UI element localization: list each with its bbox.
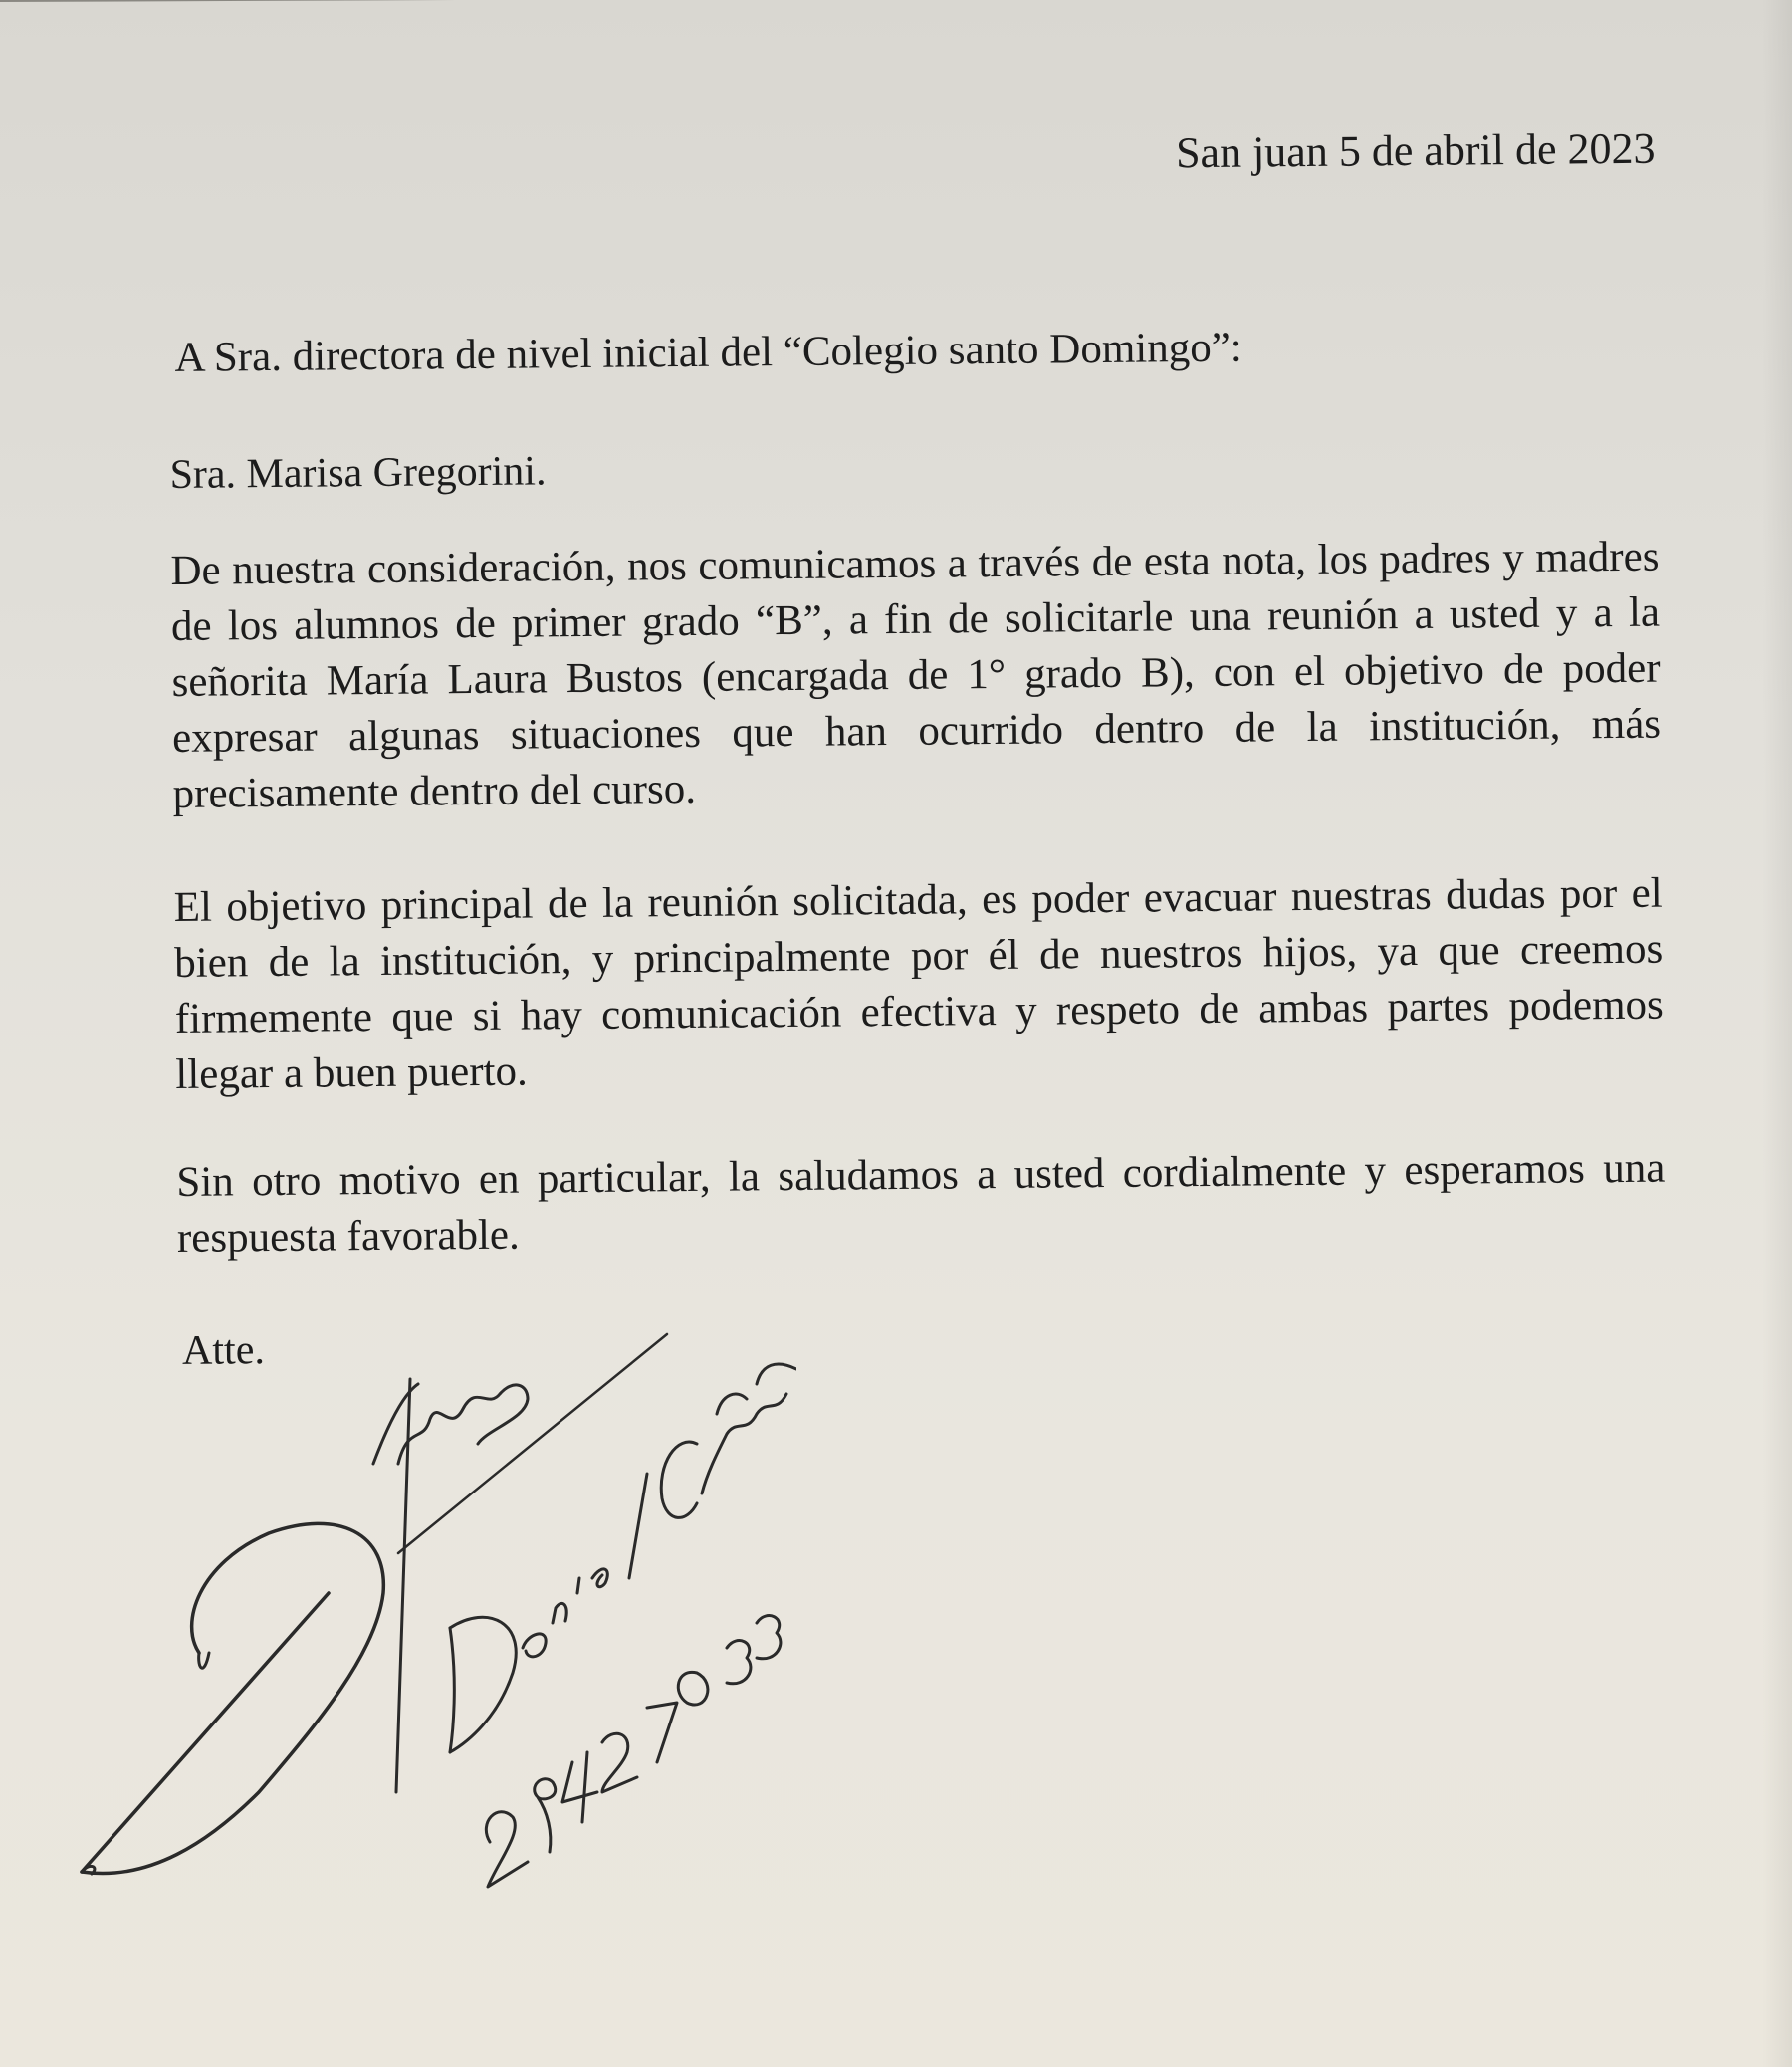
paragraph-objective: El objetivo principal de la reunión solicitada, es poder evacuar nuestras dudas por el bien de la institución, y principalmente por él de nuestros hijos, ya que creemos firmemente que si hay comunicación efectiva y respeto de ambas partes podemos llegar a buen puerto. [173,869,1664,1098]
paragraph-farewell: Sin otro motivo en particular, la saludamos a usted cordialmente y esperamos una respuesta favorable. [176,1144,1666,1262]
page-shadow [1762,0,1792,2067]
handwritten-signature [60,1324,796,1902]
recipient-name: Sra. Marisa Gregorini. [169,448,547,498]
paper-edge [0,0,1792,16]
letter-addressee: A Sra. directora de nivel inicial del “Colegio santo Domingo”: [174,324,1242,381]
paragraph-request: De nuestra consideración, nos comunicamos a través de esta nota, los padres y madres de los alumnos de primer grado “B”, a fin de solicitarle una reunión a usted y a la señorita María Laura Bustos (encargada de 1° grado B), con el objetivo de poder expresar algunas situaciones que han ocurrido dentro de la institución, más precisamente dentro del curso. [170,533,1662,817]
letter-date: San juan 5 de abril de 2023 [1175,123,1656,178]
letter-closing: Atte. [181,1327,266,1374]
